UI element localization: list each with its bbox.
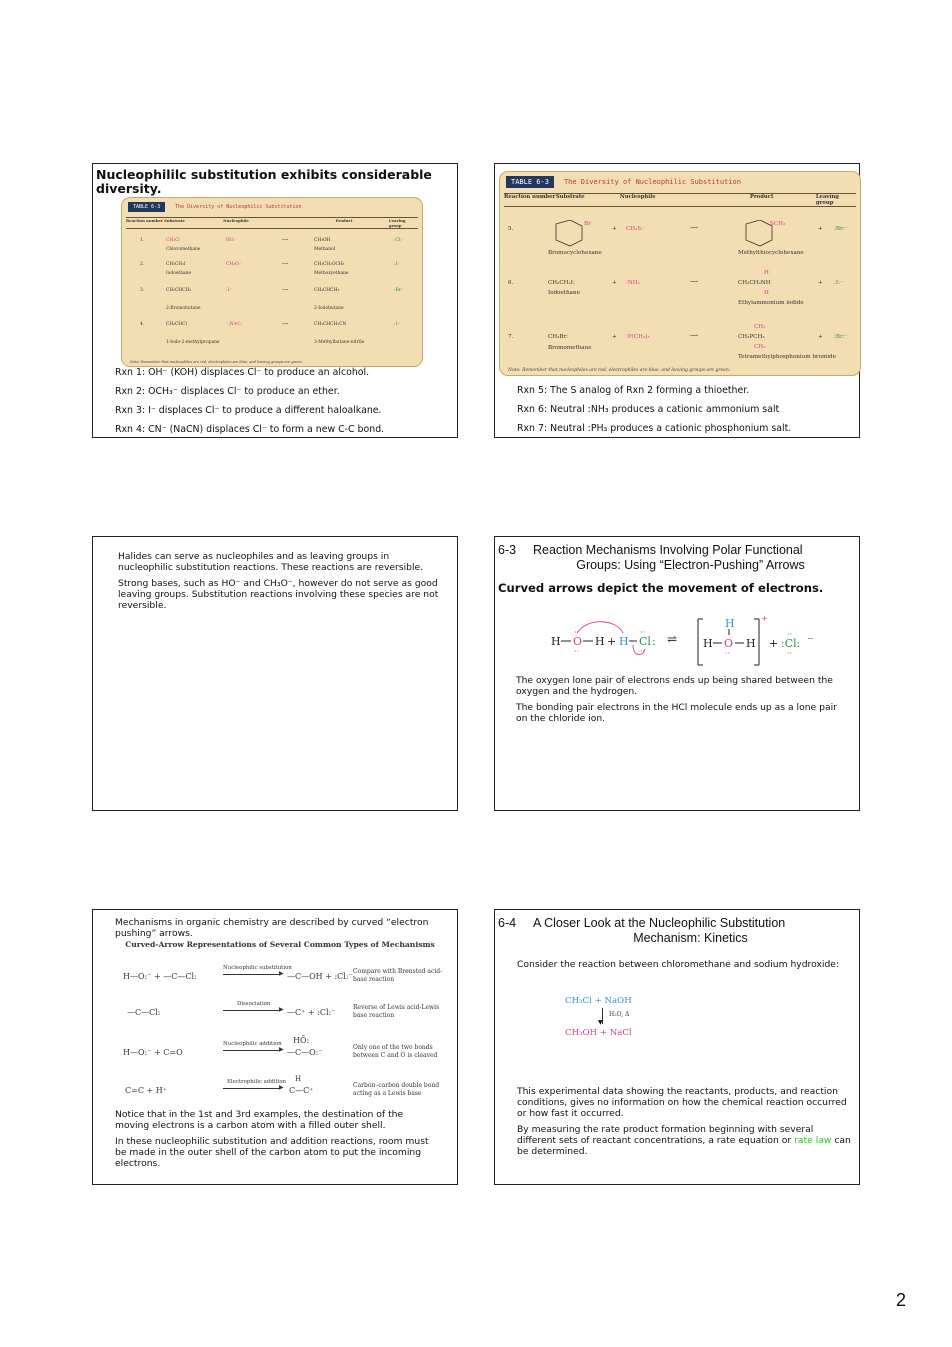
paragraph: The bonding pair electrons in the HCl molecule ends up as a lone pair on the chloride ion.: [516, 702, 837, 724]
row-nucleophile: HO:⁻: [226, 238, 238, 243]
row-number: 1.: [140, 238, 145, 243]
table-row: [122, 288, 422, 318]
row-arrow: ⟶: [282, 322, 289, 327]
svg-text:Cl: Cl: [639, 635, 651, 648]
svg-text:⇌: ⇌: [667, 632, 678, 646]
table-note: Note: Remember that nucleophiles are red, electrophiles are blue, and leaving groups are green.: [508, 368, 731, 373]
table-title: The Diversity of Nucleophilic Substitution: [175, 204, 302, 210]
row-nucleophile: :P(CH₃)₃: [626, 334, 650, 340]
paragraph: The oxygen lone pair of electrons ends up being shared between the oxygen and the hydrogen.: [516, 675, 833, 697]
row-product: CH₃OH: [314, 238, 331, 243]
svg-text:··: ··: [725, 649, 731, 658]
rxn-line: Rxn 3: I⁻ displaces Cl⁻ to produce a different haloalkane.: [115, 405, 382, 416]
rxn-line: Rxn 5: The S analog of Rxn 2 forming a thioether.: [517, 385, 750, 396]
rxn-line: Rxn 1: OH⁻ (KOH) displaces Cl⁻ to produce an alcohol.: [115, 367, 370, 378]
mechanism-label: Nucleophilic addition: [223, 1041, 282, 1047]
row-leaving-group: :I:⁻: [394, 322, 402, 327]
row-product-name: Methoxyethane: [314, 271, 349, 276]
row-product-name: Tetramethylphosphonium bromide: [738, 354, 836, 360]
reaction-arrow: [223, 1050, 279, 1051]
paragraph: Strong bases, such as HO⁻ and CH₃O⁻, however do not serve as good leaving groups. Substitution reactions involving these species are not reversible.: [118, 578, 439, 611]
plus-sign: +: [818, 280, 823, 286]
heading-line-1: Reaction Mechanisms Involving Polar Functional: [533, 543, 803, 557]
paragraph: [517, 1124, 852, 1157]
row-substrate: CH₃CHCH₃: [166, 288, 192, 293]
plus-sign: +: [818, 226, 823, 232]
row-product-name: 3-Methylbutane-nitrile: [314, 340, 365, 345]
products: CH₃OH + NaCl: [565, 1028, 632, 1038]
paragraph: Halides can serve as nucleophiles and as leaving groups in nucleophilic substitution reactions. These reactions are reversible.: [118, 551, 424, 573]
mechanism-row: [115, 1034, 445, 1074]
slide-2: [494, 163, 860, 438]
row-substrate: CH₃Cl: [166, 238, 180, 243]
col-leaving-group: Leaving group: [815, 194, 840, 206]
reaction-notes: [517, 381, 791, 438]
svg-text:+: +: [769, 637, 779, 650]
section-number: 6-3: [498, 543, 517, 557]
row-leaving-group: :Br:⁻: [834, 334, 848, 340]
svg-text:H: H: [595, 635, 605, 648]
row-product: CH₃CHCH₂CN: [314, 322, 347, 327]
row-substrate: CH₃CH₂I:: [548, 280, 575, 286]
conditions: H₂O, Δ: [609, 1011, 630, 1018]
table-title: The Diversity of Nucleophilic Substitution: [563, 178, 741, 186]
row-product-name: Methylthiocyclohexane: [738, 250, 804, 256]
hcl-water-mechanism-diagram: [537, 613, 847, 673]
section-number: 6-4: [498, 916, 517, 930]
mechanism-left: —C—Cl:: [127, 1008, 161, 1017]
mechanism-right: —C—O:⁻: [287, 1048, 323, 1057]
reactants: CH₃Cl + NaOH: [565, 996, 632, 1006]
table-row: [122, 238, 422, 264]
rxn-line: Rxn 2: OCH₃⁻ displaces Cl⁻ to produce an ether.: [115, 386, 340, 397]
row-product: SCH₃: [770, 221, 786, 227]
reaction-arrow: [223, 974, 279, 975]
svg-text:H: H: [619, 635, 629, 648]
arrow-head: ▶: [279, 970, 284, 977]
reaction-arrow: [223, 1088, 279, 1089]
col-nucleophile: Nucleophile: [223, 218, 249, 223]
row-substrate-name: 2-Bromobutane: [166, 306, 201, 311]
mechanism-right: —C⁺ + :Cl:⁻: [287, 1008, 336, 1017]
row-substrate-name: Bromocyclohexane: [548, 250, 602, 256]
slide-body: [517, 1086, 852, 1162]
slide-3: [92, 536, 458, 811]
svg-text:−: −: [807, 634, 814, 643]
row-substrate-name: Iodoethane: [548, 290, 580, 296]
slide-5: [92, 909, 458, 1185]
rxn-line: Rxn 6: Neutral :NH₃ produces a cationic ammonium salt: [517, 404, 780, 415]
row-arrow: ⟶: [282, 262, 289, 267]
figure-title: Curved-Arrow Representations of Several Common Types of Mechanisms: [125, 940, 435, 949]
svg-text::Cl:: :Cl:: [781, 637, 801, 650]
mechanism-row: [115, 1074, 445, 1110]
reaction-arrow: [223, 1010, 279, 1011]
row-leaving-group: :I:⁻: [394, 262, 402, 267]
plus-sign: +: [612, 280, 617, 286]
col-reaction-number: Reaction number: [126, 218, 163, 223]
row-substrate-name: 1-Iodo-2-methylpropane: [166, 340, 220, 345]
row-arrow: ⟶: [690, 333, 699, 339]
row-nucleophile: ⁻:N≡C:: [226, 322, 243, 327]
row-nucleophile: CH₃S:⁻: [626, 226, 647, 232]
paragraph: This experimental data showing the reactants, products, and reaction conditions, gives no information on how the chemical reaction occurred or how fast it occurred.: [517, 1086, 847, 1119]
heading-line-2: Mechanism: Kinetics: [633, 931, 748, 945]
svg-text::: :: [652, 635, 656, 648]
row-nucleophile: :NH₃: [626, 280, 640, 286]
row-product: CH₃CHCH₃: [314, 288, 340, 293]
mechanism-description: Only one of the two bonds between C and O is cleaved: [353, 1044, 438, 1059]
table-row: [500, 270, 860, 320]
svg-text:+: +: [761, 614, 768, 623]
row-arrow: ⟶: [282, 288, 289, 293]
mechanism-label: Dissociation: [237, 1001, 271, 1007]
paragraph: Notice that in the 1st and 3rd examples, the destination of the moving electrons is a carbon atom with a filled outer shell.: [115, 1109, 404, 1131]
svg-text:H: H: [725, 617, 735, 630]
row-product-name: 2-Iodobutane: [314, 306, 344, 311]
row-leaving-group: :Br:⁻: [834, 226, 848, 232]
row-number: 2.: [140, 262, 145, 267]
svg-text:H: H: [703, 637, 713, 650]
row-substrate: CH₃CHCl: [166, 322, 187, 327]
row-arrow: ⟶: [690, 279, 699, 285]
row-substrate-name: Chloromethane: [166, 247, 201, 252]
heading-line-1: A Closer Look at the Nucleophilic Substitution: [533, 916, 786, 930]
row-leaving-group: :Cl:⁻: [394, 238, 405, 243]
svg-text:··: ··: [640, 647, 646, 656]
row-number: 6.: [508, 280, 514, 286]
svg-text:··: ··: [574, 628, 580, 637]
row-substrate-name: Bromomethane: [548, 345, 592, 351]
slide-title: Nucleophililc substitution exhibits considerable diversity.: [96, 167, 432, 196]
paragraph-text: By measuring the rate product formation beginning with several different sets of reactant concentrations, a rate equation or: [517, 1124, 814, 1146]
table-6-3-image: [121, 197, 423, 367]
mechanism-figure: [115, 940, 445, 1110]
reaction-equation: [565, 996, 632, 1038]
mechanism-left: H—O:⁻ + —C—Cl:: [123, 972, 197, 981]
svg-text:+: +: [607, 635, 617, 648]
table-row: [122, 262, 422, 288]
row-nucleophile: CH₃O:⁻: [226, 262, 243, 267]
paragraph: Mechanisms in organic chemistry are described by curved “electron pushing” arrows.: [115, 917, 429, 939]
slide-6: [494, 909, 860, 1185]
row-product: CH₃CH₂OCH₃: [314, 262, 345, 267]
table-note: Note: Remember that nucleophiles are red, electrophiles are blue, and leaving groups are green.: [130, 360, 303, 364]
reaction-notes: [115, 363, 384, 439]
col-substrate: Substrate: [555, 194, 585, 200]
paragraph: Consider the reaction between chloromethane and sodium hydroxide:: [517, 959, 840, 970]
svg-text:H: H: [551, 635, 561, 648]
paragraph: In these nucleophilic substitution and addition reactions, room must be made in the outer shell of the carbon atom to put the incoming electrons.: [115, 1136, 429, 1169]
table-6-3-image: [499, 171, 861, 376]
row-arrow: ⟶: [282, 238, 289, 243]
table-badge: TABLE 6-3: [128, 202, 165, 212]
hydrogen-label: H: [764, 290, 769, 296]
heading-line-2: Groups: Using “Electron-Pushing” Arrows: [576, 558, 805, 572]
rxn-line: Rxn 4: CN⁻ (NaCN) displaces Cl⁻ to form a new C-C bond.: [115, 424, 385, 435]
table-header-row: [126, 217, 418, 229]
mechanism-row: [115, 962, 445, 998]
col-product: Product: [749, 194, 774, 200]
svg-text:··: ··: [574, 647, 580, 656]
col-reaction-number: Reaction number: [504, 194, 556, 200]
svg-text:O: O: [573, 635, 583, 648]
row-number: 4.: [140, 322, 145, 327]
slide-intro: [517, 959, 847, 975]
plus-sign: +: [818, 334, 823, 340]
mechanism-description: Reverse of Lewis acid-Lewis base reaction: [353, 1004, 440, 1019]
slide-heading: [498, 916, 853, 946]
row-substrate: Br: [584, 221, 591, 227]
slide-body: [516, 675, 851, 729]
slide-body: [118, 551, 443, 616]
rxn-line: Rxn 7: Neutral :PH₃ produces a cationic phosphonium salt.: [517, 423, 792, 434]
row-leaving-group: :Br:⁻: [394, 288, 405, 293]
row-nucleophile: :I:⁻: [226, 288, 234, 293]
row-number: 5.: [508, 226, 514, 232]
svg-text:··: ··: [787, 649, 793, 658]
row-leaving-group: :I:⁻: [834, 280, 843, 286]
svg-text:··: ··: [640, 628, 646, 637]
plus-sign: +: [612, 334, 617, 340]
col-product: Product: [335, 218, 353, 223]
mechanism-label: Nucleophilic substitution: [223, 965, 292, 971]
svg-text:H: H: [746, 637, 756, 650]
row-number: 7.: [508, 334, 514, 340]
methyl-label: CH₃: [754, 324, 766, 330]
arrow-head: ▶: [279, 1084, 284, 1091]
arrow-head: ▼: [598, 1019, 603, 1026]
slide-heading: [498, 543, 853, 573]
hydrogen-label: H: [764, 270, 769, 276]
page-number: 2: [896, 1290, 907, 1310]
hydrogen-label: H: [295, 1075, 302, 1083]
svg-text:O: O: [724, 637, 734, 650]
table-row: [500, 220, 860, 266]
paragraph-text: can be determined.: [517, 1135, 851, 1157]
col-leaving-group: Leaving group: [388, 218, 406, 228]
row-product: CH₃CH₂NH: [738, 280, 771, 286]
mechanism-row: [115, 998, 445, 1034]
row-product-name: Methanol: [314, 247, 336, 252]
row-arrow: ⟶: [690, 225, 699, 231]
mechanism-description: Carbon–carbon double bond acting as a Lewis base: [353, 1082, 440, 1097]
table-row: [500, 322, 860, 366]
mechanism-right: —C—OH + :Cl:⁻: [287, 972, 353, 981]
arrow-head: ▶: [279, 1006, 284, 1013]
slide-body: [115, 1109, 440, 1174]
slide-1: [92, 163, 458, 438]
table-header-row: [504, 193, 856, 207]
slide-4: [494, 536, 860, 811]
table-badge: TABLE 6-3: [506, 176, 554, 188]
row-product-name: Ethylammonium iodide: [738, 300, 804, 306]
row-substrate-name: Iodoethane: [166, 271, 192, 276]
mechanism-left: C=C + H⁺: [125, 1086, 167, 1095]
mechanism-right: C—C⁺: [289, 1086, 314, 1095]
row-product: CH₃PCH₃: [738, 334, 765, 340]
arrow-head: ▶: [279, 1046, 284, 1053]
rate-law-highlight: rate law: [794, 1135, 832, 1146]
mechanism-description: Compare with Brønsted acid-base reaction: [353, 968, 443, 983]
svg-text:··: ··: [787, 630, 793, 639]
row-substrate: CH₃Br:: [548, 334, 569, 340]
slide-subtitle: Curved arrows depict the movement of electrons.: [498, 581, 824, 595]
mechanism-left: H—O:⁻ + C=O: [123, 1048, 183, 1057]
col-nucleophile: Nucleophile: [619, 194, 656, 200]
reaction-conditions-block: [565, 1006, 632, 1028]
mechanism-label: Electrophilic addition: [227, 1079, 287, 1085]
table-row: [122, 322, 422, 356]
col-substrate: Substrate: [164, 218, 185, 223]
row-substrate: CH₃CH₂I: [166, 262, 186, 267]
plus-sign: +: [612, 226, 617, 232]
methyl-label: CH₃: [754, 344, 766, 350]
hydroxyl-label: HÖ:: [293, 1036, 310, 1045]
row-number: 3.: [140, 288, 145, 293]
